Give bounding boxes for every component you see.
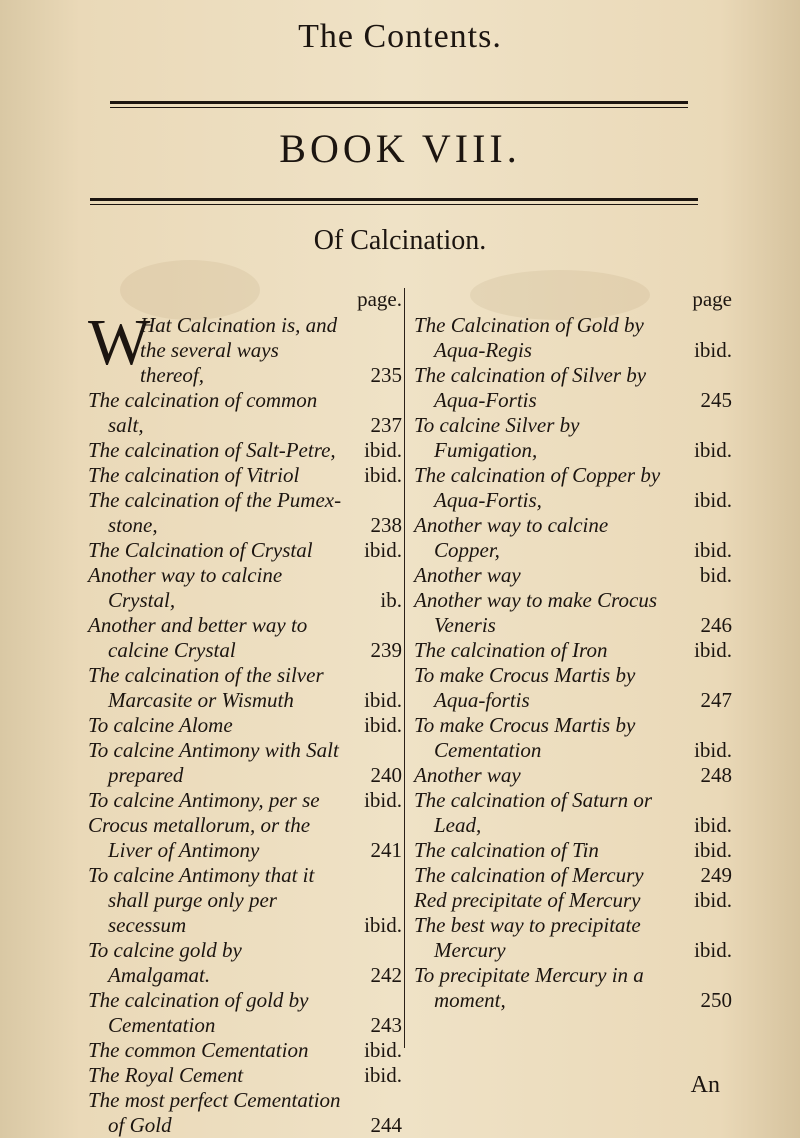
entry-page: ibid. [694,938,732,962]
entry-page: ibid. [364,438,402,462]
entry-page: ibid. [694,638,732,662]
entry-page: 243 [370,1013,402,1037]
section-title: Of Calcination. [313,225,487,256]
toc-entry [414,788,732,838]
entry-title: The calcination of gold by Cementation [88,988,309,1037]
toc-entry [88,488,402,538]
entry-page: 244 [370,1113,402,1137]
entry-page: ibid. [694,438,732,462]
entry-page: 237 [370,413,402,437]
entry-page: ib. [380,588,402,612]
entry-title: Crocus metallorum, or the Liver of Antimony [88,813,311,862]
drop-cap: W [88,306,151,379]
entry-title: The calcination of common salt, [88,388,318,437]
toc-entry [414,913,732,963]
entry-title: To calcine gold by Amalgamat. [88,938,242,987]
entry-page: 249 [700,863,732,887]
entry-page: 239 [370,638,402,662]
entry-page: ibid. [364,538,402,562]
entry-title: The best way to precipitate Mercury [414,913,641,962]
entry-title: The calcination of Iron [414,638,608,662]
toc-entry [414,588,732,638]
entry-title: Another way to calcine Crystal, [88,563,283,612]
entry-page: ibid. [694,538,732,562]
entry-title: The calcination of Salt-Petre, [88,438,336,462]
entry-title: To make Crocus Martis by Cementation [414,713,636,762]
catchword: An [690,1072,720,1098]
entry-title: The calcination of Mercury [414,863,644,887]
entry-page: 240 [370,763,402,787]
toc-entry [88,938,402,988]
toc-entry [88,388,402,438]
toc-entry [414,463,732,513]
entry-page: ibid. [364,463,402,487]
toc-entry [88,1088,402,1138]
entry-page: 241 [370,838,402,862]
toc-entry [414,413,732,463]
entry-title: To calcine Antimony with Salt prepared [88,738,339,787]
page-column-header: page. [357,287,402,311]
toc-entry [88,788,402,813]
entry-title: The calcination of the Pumex-stone, [88,488,342,537]
entry-page: ibid. [364,788,402,812]
toc-entry [414,838,732,863]
entry-title: The calcination of the silver Marcasite or Wismuth [88,663,324,712]
entry-page: ibid. [364,1038,402,1062]
header-rule-thin [110,107,688,108]
entry-page: 247 [700,688,732,712]
running-title: The Contents. [298,18,502,55]
entry-page: ibid. [364,913,402,937]
entry-page: 248 [700,763,732,787]
entry-title: The common Cementation [88,1038,309,1062]
entry-title: The calcination of Tin [414,838,599,862]
toc-entry [88,538,402,563]
toc-entry [414,313,732,363]
entry-page: ibid. [694,488,732,512]
toc-entry [88,813,402,863]
entry-title: To calcine Alome [88,713,233,737]
toc-entry [88,438,402,463]
entry-page: 242 [370,963,402,987]
entry-title: Red precipitate of Mercury [414,888,641,912]
entry-title: The calcination of Saturn or Lead, [414,788,652,837]
toc-entry [414,888,732,913]
column-divider [404,288,405,1048]
entry-page: ibid. [694,888,732,912]
toc-entry [88,563,402,613]
entry-page: ibid. [364,1063,402,1087]
entry-title: Another way [414,563,521,587]
entry-page: 250 [700,988,732,1012]
entry-title: Another way to calcine Copper, [414,513,609,562]
toc-entry [88,1038,402,1063]
entry-page: ibid. [694,738,732,762]
toc-entry [414,563,732,588]
entry-page: ibid. [694,838,732,862]
entry-page: ibid. [364,688,402,712]
toc-entry [414,513,732,563]
toc-entry [414,713,732,763]
toc-entry [414,863,732,888]
entry-title: The calcination of Vitriol [88,463,300,487]
entry-page: 235 [370,363,402,387]
entry-title: Another way [414,763,521,787]
toc-entry [88,306,402,388]
toc-entry [88,1063,402,1088]
entry-title: To precipitate Mercury in a moment, [414,963,644,1012]
toc-entry [88,463,402,488]
entry-page: ibid. [694,813,732,837]
entry-title: The most perfect Cementation of Gold [88,1088,341,1137]
entry-page: ibid. [694,338,732,362]
entry-page: 246 [700,613,732,637]
entry-title: The Calcination of Crystal [88,538,313,562]
header-rule [110,101,688,104]
toc-entry [88,713,402,738]
toc-entry [88,738,402,788]
entry-page: bid. [699,563,732,587]
entry-page: 245 [700,388,732,412]
right-column [414,285,732,1013]
entry-title: The calcination of Silver by Aqua-Fortis [414,363,647,412]
entry-title: The Royal Cement [88,1063,244,1087]
book-rule [90,198,698,201]
toc-entry [88,863,402,938]
page-column-header: page [692,287,732,311]
entry-title: To calcine Silver by Fumigation, [414,413,580,462]
toc-entry [414,638,732,663]
entry-title: Another way to make Crocus Veneris [414,588,658,637]
toc-entry [414,363,732,413]
book-title: BOOK VIII. [279,126,521,171]
left-column [88,285,402,1138]
toc-entry [88,613,402,663]
toc-entry [88,988,402,1038]
entry-title: Hat Calcination is, and the several ways thereof, [140,313,338,387]
entry-page: ibid. [364,713,402,737]
entry-title: To calcine Antimony that it shall purge only per secessum [88,863,315,937]
toc-entry [88,663,402,713]
toc-entry [414,963,732,1013]
toc-entry [414,763,732,788]
toc-entry [414,663,732,713]
entry-title: The calcination of Copper by Aqua-Fortis, [414,463,661,512]
book-rule-thin [90,204,698,205]
entry-page: 238 [370,513,402,537]
entry-title: Another and better way to calcine Crystal [88,613,308,662]
entry-title: The Calcination of Gold by Aqua-Regis [414,313,644,362]
entry-title: To calcine Antimony, per se [88,788,320,812]
entry-title: To make Crocus Martis by Aqua-fortis [414,663,636,712]
